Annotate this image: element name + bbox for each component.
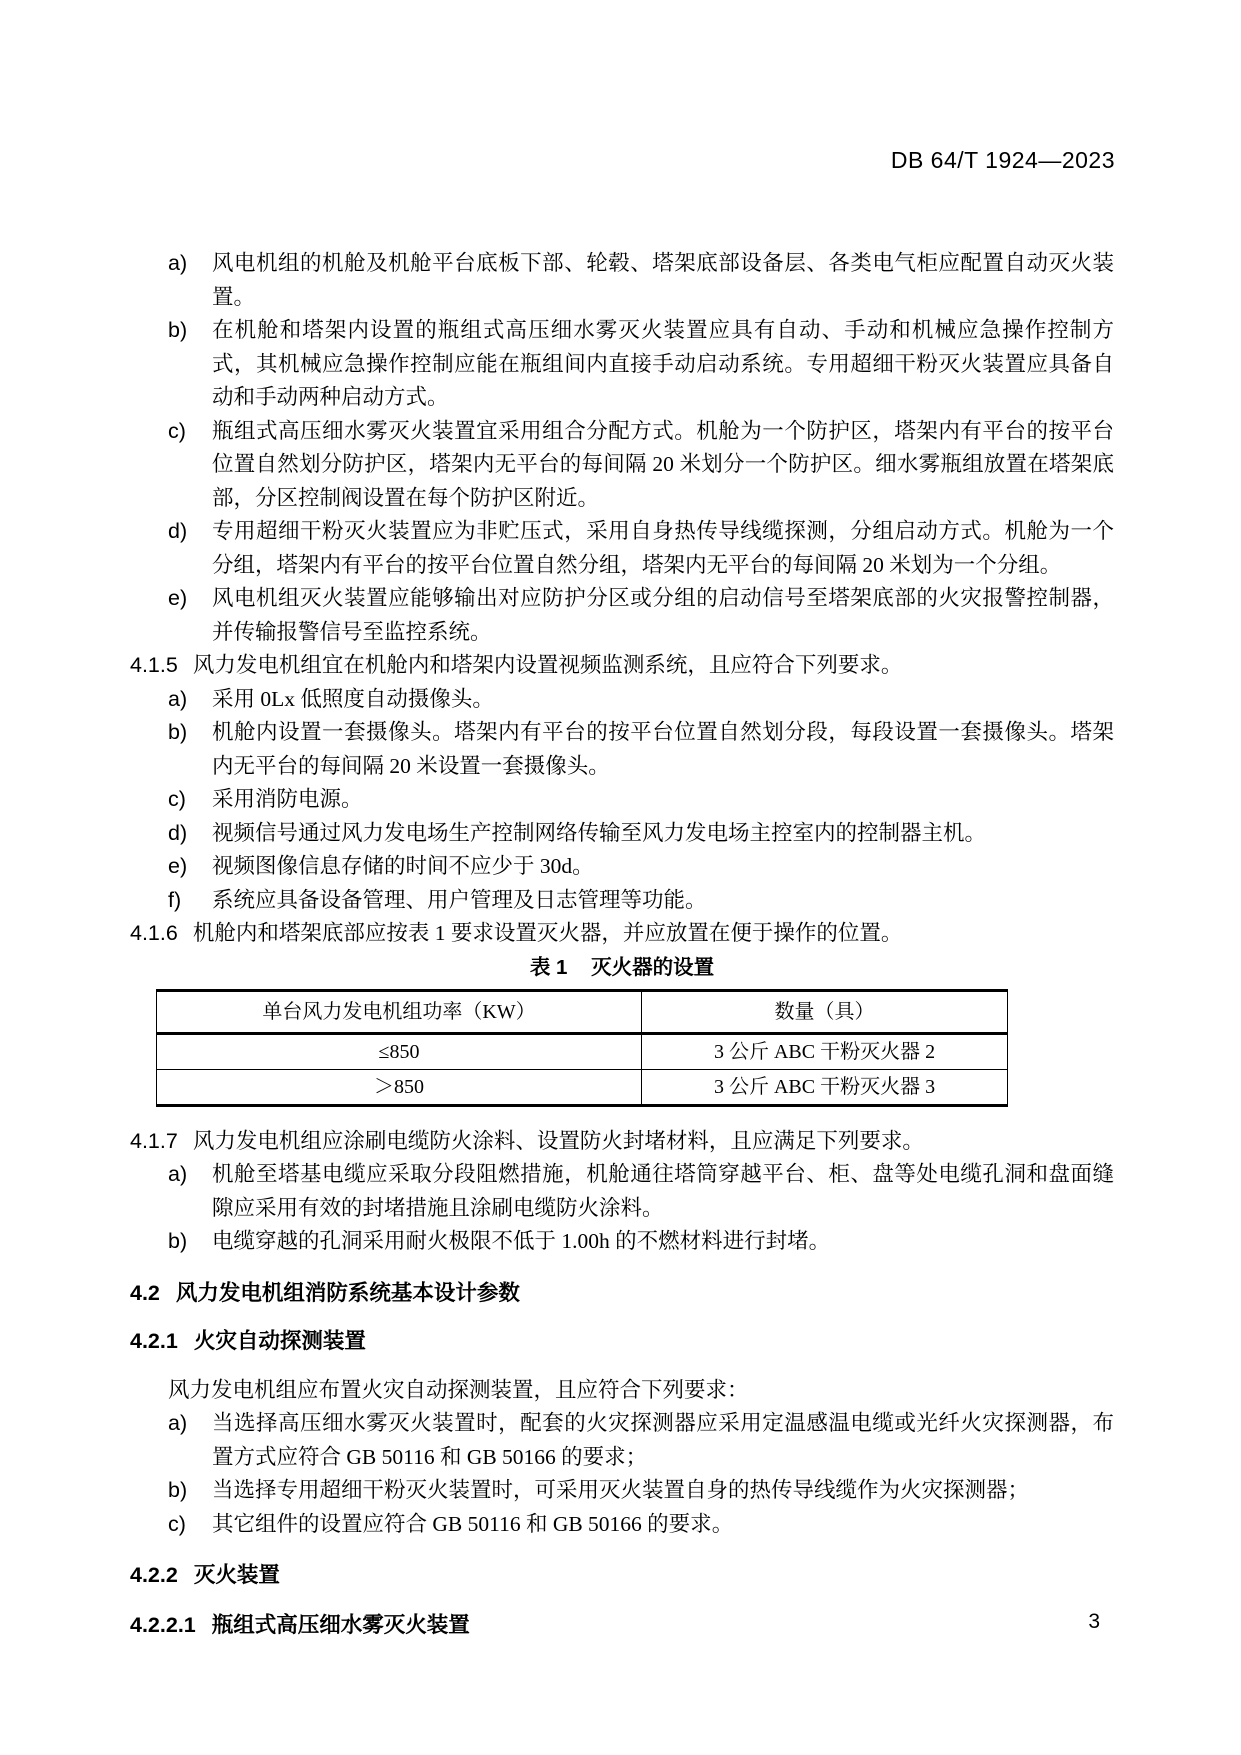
document-body (130, 247, 1114, 1642)
list-item-421-c (168, 1508, 1114, 1542)
item-label: a) (168, 1411, 188, 1435)
clause-number: 4.1.6 (130, 921, 178, 945)
item-label: f) (168, 887, 182, 912)
list-item-415-e (168, 850, 1114, 884)
item-text: 电缆穿越的孔洞采用耐火极限不低于 1.00h 的不燃材料进行封堵。 (212, 1229, 831, 1253)
clause-text: 风力发电机组应涂刷电缆防火涂料、设置防火封堵材料，且应满足下列要求。 (192, 1128, 924, 1153)
clause-text: 风力发电机组宜在机舱内和塔架内设置视频监测系统，且应符合下列要求。 (192, 653, 903, 677)
table-caption (130, 953, 1114, 983)
table-col-header-power: 单台风力发电机组功率（KW） (157, 990, 642, 1033)
list-item-421-b (168, 1474, 1114, 1508)
section-title: 灭火装置 (193, 1563, 280, 1587)
section-number: 4.2.2.1 (130, 1612, 196, 1637)
table-extinguisher-setup (156, 989, 1008, 1107)
clause-416 (130, 917, 1114, 951)
list-item-421-a (168, 1407, 1114, 1474)
clause-415 (130, 649, 1114, 683)
clause-number: 4.1.7 (130, 1128, 178, 1153)
list-item-414-c (168, 415, 1114, 516)
item-label: d) (168, 519, 188, 543)
section-title: 风力发电机组消防系统基本设计参数 (175, 1280, 520, 1305)
item-text: 当选择专用超细干粉灭火装置时，可采用灭火装置自身的热传导线缆作为火灾探测器； (212, 1478, 1030, 1502)
item-label: a) (168, 686, 188, 711)
paragraph-421-intro: 风力发电机组应布置火灾自动探测装置，且应符合下列要求： (168, 1377, 749, 1402)
table-header-row (157, 990, 1008, 1033)
item-text: 当选择高压细水雾灭火装置时，配套的火灾探测器应采用定温感温电缆或光纤火灾探测器，布置方式应符合 GB 50116 和 GB 50166 的要求； (212, 1411, 1114, 1469)
item-text: 在机舱和塔架内设置的瓶组式高压细水雾灭火装置应具有自动、手动和机械应急操作控制方式，其机械应急操作控制应能在瓶组间内直接手动启动系统。专用超细干粉灭火装置应具备自动和手动两种启动方式。 (212, 318, 1114, 409)
item-text: 风电机组的机舱及机舱平台底板下部、轮毂、塔架底部设备层、各类电气柜应配置自动灭火装置。 (212, 251, 1114, 309)
item-label: d) (168, 820, 188, 845)
item-label: b) (168, 1478, 188, 1502)
item-text: 机舱至塔基电缆应采取分段阻燃措施，机舱通往塔筒穿越平台、柜、盘等处电缆孔洞和盘面缝隙应采用有效的封堵措施且涂刷电缆防火涂料。 (212, 1162, 1114, 1220)
section-number: 4.2.1 (130, 1329, 178, 1353)
list-item-415-c (168, 783, 1114, 817)
item-label: b) (168, 318, 188, 342)
item-text: 系统应具备设备管理、用户管理及日志管理等功能。 (212, 887, 707, 912)
item-label: a) (168, 1162, 188, 1186)
list-item-415-b (168, 716, 1114, 783)
list-item-414-b (168, 314, 1114, 415)
list-item-414-e (168, 582, 1114, 649)
table-caption-title: 灭火器的设置 (591, 955, 715, 979)
item-label: e) (168, 586, 188, 610)
table-col-header-quantity: 数量（具） (642, 990, 1008, 1033)
item-text: 风电机组灭火装置应能够输出对应防护分区或分组的启动信号至塔架底部的火灾报警控制器，并传输报警信号至监控系统。 (212, 586, 1114, 644)
item-text: 采用消防电源。 (212, 787, 363, 811)
table-row (157, 1069, 1008, 1105)
item-label: b) (168, 1229, 188, 1253)
cell-quantity-2: 3 公斤 ABC 干粉灭火器 3 (642, 1069, 1008, 1105)
item-label: a) (168, 251, 188, 275)
item-text: 其它组件的设置应符合 GB 50116 和 GB 50166 的要求。 (212, 1511, 734, 1536)
section-number: 4.2 (130, 1280, 160, 1305)
page-number: 3 (1088, 1610, 1100, 1633)
clause-number: 4.1.5 (130, 653, 178, 677)
section-heading-421 (130, 1325, 1114, 1359)
item-text: 采用 0Lx 低照度自动摄像头。 (212, 686, 494, 711)
list-item-414-d (168, 515, 1114, 582)
item-label: c) (168, 1511, 186, 1536)
list-item-414-a (168, 247, 1114, 314)
section-heading-42 (130, 1277, 1114, 1311)
section-heading-422 (130, 1559, 1114, 1593)
table-row (157, 1033, 1008, 1069)
section-number: 4.2.2 (130, 1563, 178, 1587)
item-text: 专用超细干粉灭火装置应为非贮压式，采用自身热传导线缆探测，分组启动方式。机舱为一个分组，塔架内有平台的按平台位置自然分组，塔架内无平台的每间隔 20 米划为一个分组。 (212, 519, 1114, 577)
clause-text: 机舱内和塔架底部应按表 1 要求设置灭火器，并应放置在便于操作的位置。 (192, 921, 903, 945)
clause-417 (130, 1125, 1114, 1159)
list-item-417-a (168, 1158, 1114, 1225)
section-title: 瓶组式高压细水雾灭火装置 (211, 1612, 470, 1637)
item-text: 视频信号通过风力发电场生产控制网络传输至风力发电场主控室内的控制器主机。 (212, 820, 987, 845)
cell-power-2: ＞850 (157, 1069, 642, 1105)
item-label: b) (168, 720, 188, 744)
item-text: 机舱内设置一套摄像头。塔架内有平台的按平台位置自然划分段，每段设置一套摄像头。塔架内无平台的每间隔 20 米设置一套摄像头。 (212, 720, 1114, 778)
list-item-415-a (168, 683, 1114, 717)
doc-code: DB 64/T 1924—2023 (890, 147, 1115, 173)
item-text: 视频图像信息存储的时间不应少于 30d。 (212, 854, 594, 878)
list-item-415-d (168, 817, 1114, 851)
list-item-415-f (168, 884, 1114, 918)
item-text: 瓶组式高压细水雾灭火装置宜采用组合分配方式。机舱为一个防护区，塔架内有平台的按平台位置自然划分防护区，塔架内无平台的每间隔 20 米划分一个防护区。细水雾瓶组放置在塔架底部，分区控制阀设置在每个防护区附近。 (212, 418, 1114, 510)
section-title: 火灾自动探测装置 (193, 1329, 366, 1353)
section-heading-4221 (130, 1609, 1114, 1643)
item-label: c) (168, 418, 186, 443)
list-item-417-b (168, 1225, 1114, 1259)
table-caption-label: 表 1 (529, 955, 568, 979)
cell-power-1: ≤850 (157, 1033, 642, 1069)
item-label: e) (168, 854, 188, 878)
cell-quantity-1: 3 公斤 ABC 干粉灭火器 2 (642, 1033, 1008, 1069)
item-label: c) (168, 787, 186, 811)
